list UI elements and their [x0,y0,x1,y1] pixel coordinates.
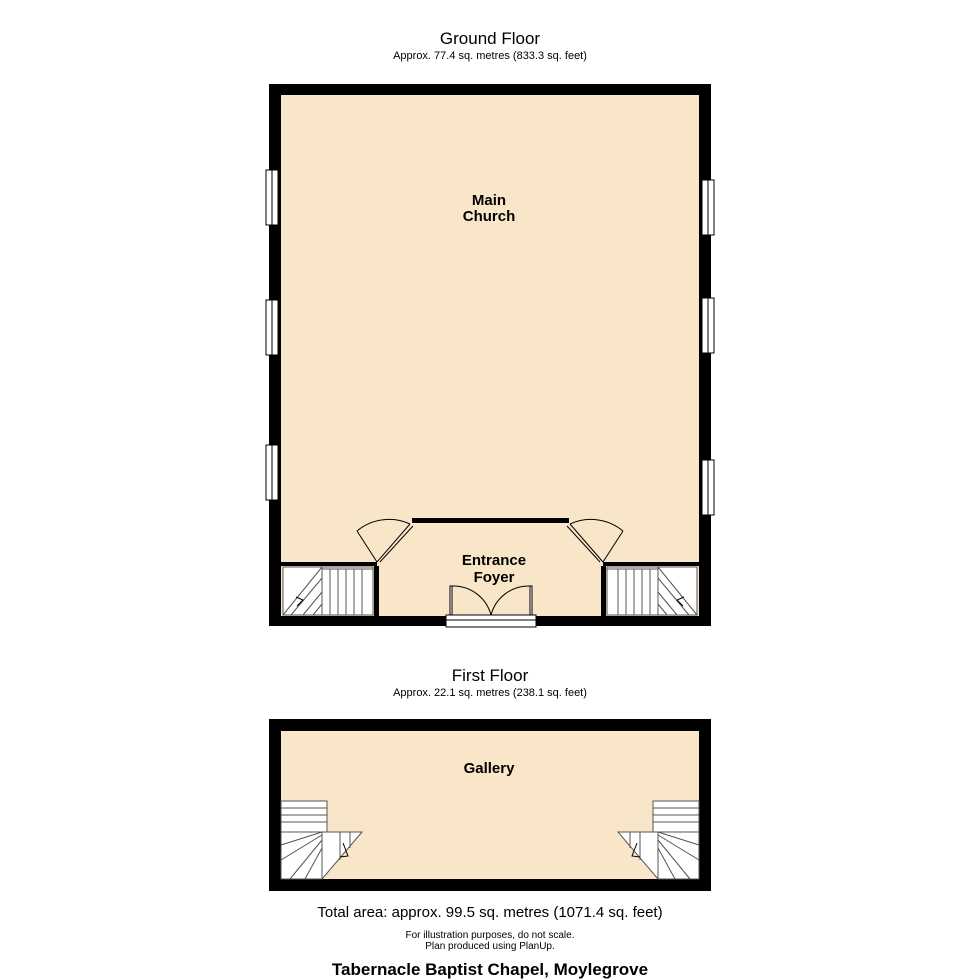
ground-right-windows [702,180,714,515]
first-floor-area: Approx. 22.1 sq. metres (238.1 sq. feet) [393,687,587,699]
entrance-door-threshold [446,615,536,627]
foyer-left-partition [281,562,377,566]
foyer-top-wall [412,518,569,523]
ground-left-staircase [283,567,373,615]
ground-left-windows [266,170,278,500]
entrance-foyer-label-line2: Foyer [473,569,515,586]
first-floor-title: First Floor [451,666,529,685]
property-name: Tabernacle Baptist Chapel, Moylegrove [331,960,649,979]
main-church-label-line2: Church [462,208,516,225]
ground-floor-title: Ground Floor [439,29,541,48]
total-area: Total area: approx. 99.5 sq. metres (1071.4 sq. feet) [317,904,663,921]
ground-right-staircase [607,567,697,615]
ground-floor-plan [266,84,714,627]
ground-floor-fill [281,95,699,616]
note-illustration: For illustration purposes, do not scale. [405,930,575,941]
ground-floor-area: Approx. 77.4 sq. metres (833.3 sq. feet) [393,50,587,62]
gallery-label: Gallery [463,760,515,777]
first-floor-plan [269,719,711,891]
foyer-right-partition [603,562,699,566]
entrance-foyer-label-line1: Entrance [461,552,527,569]
main-church-label-line1: Main [471,192,507,209]
foyer-right-wall [601,566,606,616]
note-planup: Plan produced using PlanUp. [425,941,555,952]
foyer-left-wall [374,566,379,616]
